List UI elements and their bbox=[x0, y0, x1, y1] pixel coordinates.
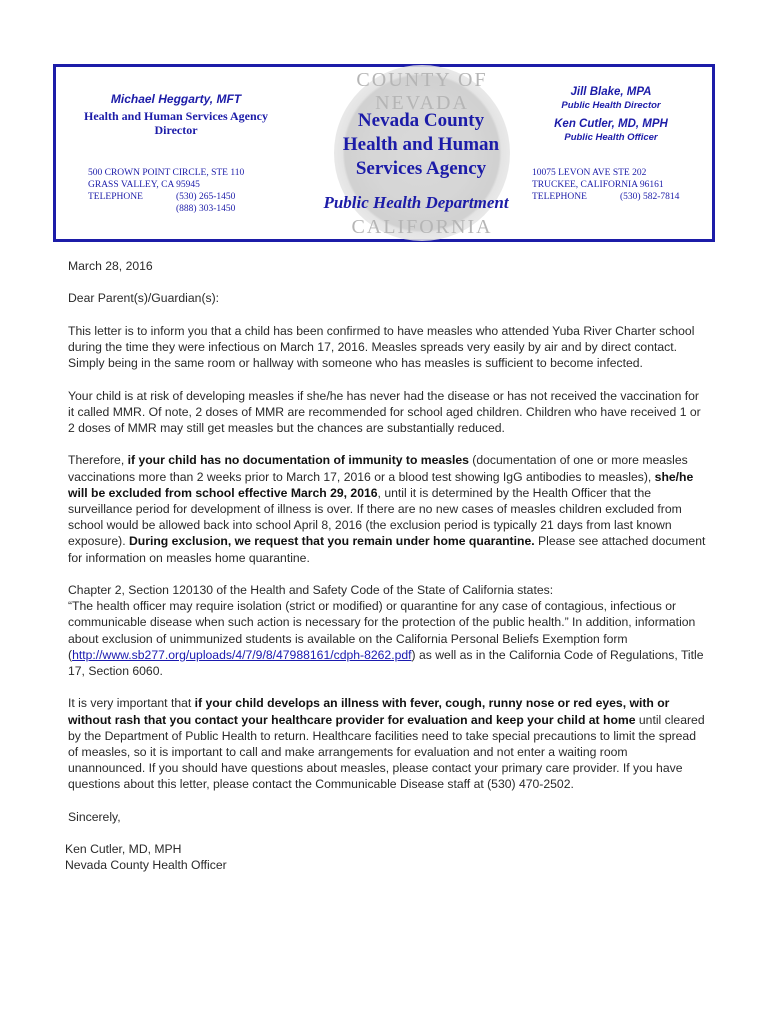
agency-title bbox=[326, 109, 516, 181]
right-city: TRUCKEE, CALIFORNIA 96161 bbox=[532, 180, 664, 190]
exemption-form-link[interactable]: http://www.sb277.org/uploads/4/7/9/8/47988161/cdph-8262.pdf bbox=[72, 647, 412, 662]
seal-bottom-text: CALIFORNIA bbox=[351, 216, 493, 238]
text: until cleared by the Department of Public Health to return. Healthcare facilities need to take special precautions to limit the spread of measles, so it is important to call and make arrangements for evaluation and not enter a waiting room unannounced. If you should have questions about measles, please contact your primary care provider. If you have questions about this letter, please contact the Communicable Disease staff at (530) 470-2502. bbox=[68, 712, 705, 792]
left-street: 500 CROWN POINT CIRCLE, STE 110 bbox=[88, 168, 245, 178]
spacer bbox=[88, 203, 176, 215]
text: Chapter 2, Section 120130 of the Health and Safety Code of the State of California states: bbox=[68, 582, 554, 597]
department-name: Public Health Department bbox=[323, 193, 509, 212]
left-phone-label: TELEPHONE bbox=[88, 192, 143, 202]
agency-title-line-2: Health and Human bbox=[342, 134, 500, 155]
left-phone-2: (888) 303-1450 bbox=[176, 204, 236, 214]
director-role: Director bbox=[154, 123, 198, 137]
bold-text: During exclusion, we request that you remain under home quarantine. bbox=[128, 534, 535, 549]
text: Therefore, bbox=[68, 453, 128, 468]
left-city: GRASS VALLEY, CA 95945 bbox=[88, 180, 200, 190]
seal-top-text: COUNTY OF NEVADA bbox=[356, 69, 488, 114]
director-name: Michael Heggarty, MFT bbox=[110, 92, 242, 106]
text: ) as well as in the California Code of Regulations, Title 17, Section 6060. bbox=[68, 647, 704, 678]
director-title bbox=[66, 109, 286, 137]
ph-director-name: Jill Blake, MPA bbox=[570, 86, 652, 98]
salutation: Dear Parent(s)/Guardian(s): bbox=[68, 291, 220, 306]
bold-text: if your child has no documentation of immunity to measles bbox=[127, 453, 469, 468]
right-street: 10075 LEVON AVE STE 202 bbox=[532, 168, 647, 178]
letter-body bbox=[65, 258, 708, 874]
left-phone-row-2 bbox=[88, 203, 308, 215]
left-phone-row bbox=[88, 191, 308, 203]
text: , until it is determined by the Health Officer that the surveillance period for development of illness is over. If there are no new cases of measles children excluded from school would be allowed back into school April 8, 2016 (the exclusion period is typically 21 days from last known exposure). bbox=[68, 485, 682, 549]
paragraph-exclusion bbox=[68, 452, 708, 565]
right-phone-1: (530) 582-7814 bbox=[620, 192, 680, 202]
text: It is very important that bbox=[68, 696, 195, 711]
signature-block bbox=[65, 841, 708, 873]
letter-date: March 28, 2016 bbox=[68, 259, 153, 273]
right-phone-label: TELEPHONE bbox=[532, 192, 587, 202]
left-address bbox=[88, 167, 308, 215]
ph-officer-name: Ken Cutler, MD, MPH bbox=[554, 118, 668, 130]
signer-name: Ken Cutler, MD, MPH bbox=[65, 842, 182, 857]
text: “The health officer may require isolation (strict or modified) or quarantine for any case of contagious, infectious or communicable disease when such action is necessary for the protection of the public health.” In addition, information about exclusion of unimmunized students is available on the California Personal Beliefs Exemption form ( bbox=[68, 599, 696, 662]
bold-text: if your child develops an illness with fever, cough, runny nose or red eyes, with or without rash that you contact your healthcare provider for evaluation and keep your child at home bbox=[68, 696, 670, 727]
ph-director-title: Public Health Director bbox=[561, 100, 661, 111]
bold-text: she/he will be excluded from school effective March 29, 2016 bbox=[68, 469, 694, 500]
signer-title: Nevada County Health Officer bbox=[65, 858, 227, 873]
closing: Sincerely, bbox=[68, 809, 121, 824]
paragraph-legal-code bbox=[68, 582, 708, 679]
ph-officer-title: Public Health Officer bbox=[564, 132, 658, 143]
agency-title-line-3: Services Agency bbox=[355, 158, 487, 179]
left-phone-1: (530) 265-1450 bbox=[176, 192, 236, 202]
paragraph-illness-guidance bbox=[68, 695, 708, 792]
director-agency: Health and Human Services Agency bbox=[83, 109, 268, 123]
text: (documentation of one or more measles vaccinations more than 2 weeks prior to March 17, 2016 or a blood test showing IgG antibodies to measles), bbox=[68, 453, 688, 484]
text: Please see attached document for information on measles home quarantine. bbox=[68, 534, 706, 565]
paragraph-risk: Your child is at risk of developing measles if she/he has never had the disease or has not received the vaccination for it called MMR. Of note, 2 doses of MMR are recommended for school aged children. Children who have received 1 or 2 doses of MMR may still get measles but the chances are substantially reduced. bbox=[68, 388, 701, 435]
paragraph-notification: This letter is to inform you that a child has been confirmed to have measles who attended Yuba River Charter school during the time they were infectious on March 17, 2016. Measles spreads very easily by air and by direct contact. Simply being in the same room or hallway with someone who has measles is sufficient to become infected. bbox=[68, 323, 695, 371]
right-address bbox=[532, 167, 732, 203]
letterhead bbox=[53, 64, 715, 242]
right-phone-row bbox=[532, 191, 732, 203]
agency-title-line-1: Nevada County bbox=[357, 110, 485, 131]
